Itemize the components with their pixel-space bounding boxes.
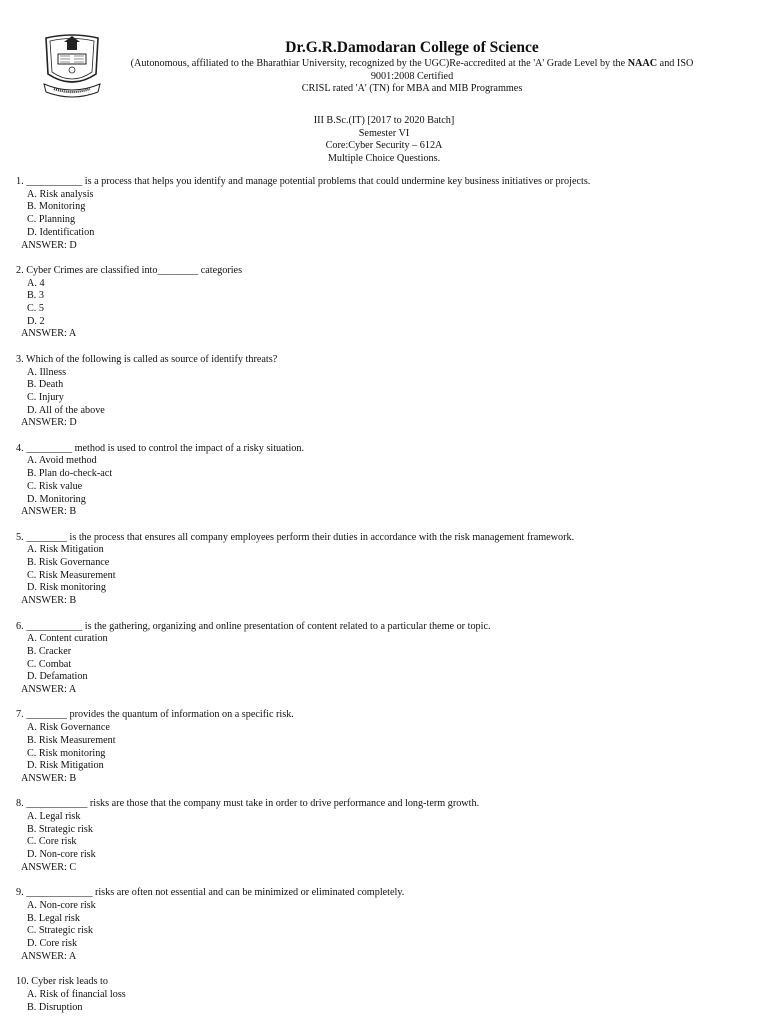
answer-option: C. Core risk (27, 836, 77, 848)
question-stem: 9. _____________ risks are often not essential and can be minimized or eliminated completely. (16, 887, 405, 899)
question-stem: 4. _________ method is used to control the impact of a risky situation. (16, 442, 305, 454)
answer-option: D. Risk Mitigation (27, 760, 104, 772)
answer-key: ANSWER: D (21, 239, 77, 251)
crisl-text: CRISL rated 'A' (TN) for MBA and MIB Programmes (301, 83, 523, 94)
answer-option: A. Risk analysis (27, 188, 94, 200)
answer-option: D. Identification (27, 226, 95, 238)
answer-key: ANSWER: B (21, 595, 77, 607)
course-info (0, 115, 768, 165)
answer-option: A. Avoid method (27, 455, 97, 467)
answer-option: D. Monitoring (27, 493, 86, 505)
answer-option: C. 5 (27, 303, 44, 315)
college-name: Dr.G.R.Damodaran College of Science (285, 39, 539, 56)
question-stem: 1. ___________ is a process that helps you identify and manage potential problems that could undermine key business initiatives or projects. (16, 176, 591, 187)
certification-text: 9001:2008 Certified (370, 70, 454, 82)
question-list (16, 176, 756, 1027)
answer-option: D. Defamation (27, 671, 88, 683)
answer-key: ANSWER: A (21, 950, 77, 962)
answer-option: D. Core risk (27, 938, 78, 950)
question-item (16, 709, 756, 785)
document-header (104, 38, 720, 96)
answer-option: A. Risk Governance (27, 722, 110, 734)
answer-option: B. Plan do-check-act (27, 468, 113, 480)
answer-option: C. Combat (27, 658, 72, 670)
answer-option: A. 4 (27, 277, 45, 289)
question-stem: 5. ________ is the process that ensures all company employees perform their duties in accordance with the risk management framework. (16, 531, 575, 543)
answer-option: A. Content curation (27, 633, 108, 645)
question-stem: 3. Which of the following is called as source of identify threats? (16, 353, 278, 365)
core-line: Core:Cyber Security – 612A (325, 140, 443, 152)
answer-option: D. Risk monitoring (27, 582, 106, 594)
answer-key: ANSWER: D (21, 417, 77, 429)
question-item (16, 265, 756, 341)
answer-key: ANSWER: B (21, 772, 77, 784)
answer-option: A. Risk of financial loss (27, 988, 126, 1000)
answer-option: B. Monitoring (27, 201, 86, 213)
answer-option: A. Risk Mitigation (27, 544, 104, 556)
question-item (16, 532, 756, 608)
question-stem: 10. Cyber risk leads to (16, 976, 108, 988)
type-line: Multiple Choice Questions. (327, 152, 441, 164)
affiliation-text: (Autonomous, affiliated to the Bharathiar University, recognized by the UGC)Re-accredited at the 'A' Grade Level by the NAAC and ISO (130, 58, 694, 69)
question-item (16, 887, 756, 963)
answer-option: C. Planning (27, 214, 76, 226)
answer-option: D. All of the above (27, 404, 105, 416)
answer-option: C. Injury (27, 391, 64, 403)
question-item (16, 621, 756, 697)
answer-option: C. Strategic risk (27, 925, 93, 937)
college-logo (40, 30, 104, 102)
answer-option: B. Legal risk (27, 912, 80, 924)
question-stem: 2. Cyber Crimes are classified into________ categories (16, 264, 243, 276)
program-line: III B.Sc.(IT) [2017 to 2020 Batch] (313, 115, 455, 126)
question-item (16, 976, 756, 1014)
question-stem: 7. ________ provides the quantum of information on a specific risk. (16, 709, 294, 721)
semester-line: Semester VI (358, 127, 410, 139)
naac-text: NAAC (627, 58, 658, 69)
question-item (16, 176, 756, 252)
answer-key: ANSWER: A (21, 328, 77, 340)
answer-option: A. Non-core risk (27, 899, 96, 911)
answer-option: A. Legal risk (27, 811, 81, 823)
answer-option: C. Risk value (27, 480, 83, 492)
answer-option: B. Death (27, 379, 64, 391)
answer-option: B. 3 (27, 290, 44, 302)
answer-option: C. Risk monitoring (27, 747, 106, 759)
answer-option: C. Risk Measurement (27, 569, 116, 581)
question-item (16, 354, 756, 430)
question-item (16, 798, 756, 874)
answer-key: ANSWER: A (21, 684, 77, 696)
answer-key: ANSWER: C (21, 861, 77, 873)
question-stem: 8. ____________ risks are those that the company must take in order to drive performance and long-term growth. (16, 798, 480, 810)
answer-option: B. Cracker (27, 645, 72, 657)
answer-option: B. Disruption (27, 1001, 83, 1013)
answer-option: D. 2 (27, 315, 45, 327)
answer-option: D. Non-core risk (27, 849, 96, 861)
answer-option: B. Risk Measurement (27, 734, 116, 746)
question-item (16, 443, 756, 519)
question-stem: 6. ___________ is the gathering, organizing and online presentation of content related to a particular theme or topic. (16, 620, 491, 632)
answer-option: B. Risk Governance (27, 557, 110, 569)
answer-option: A. Illness (27, 366, 67, 378)
answer-key: ANSWER: B (21, 506, 77, 518)
answer-option: B. Strategic risk (27, 823, 93, 835)
